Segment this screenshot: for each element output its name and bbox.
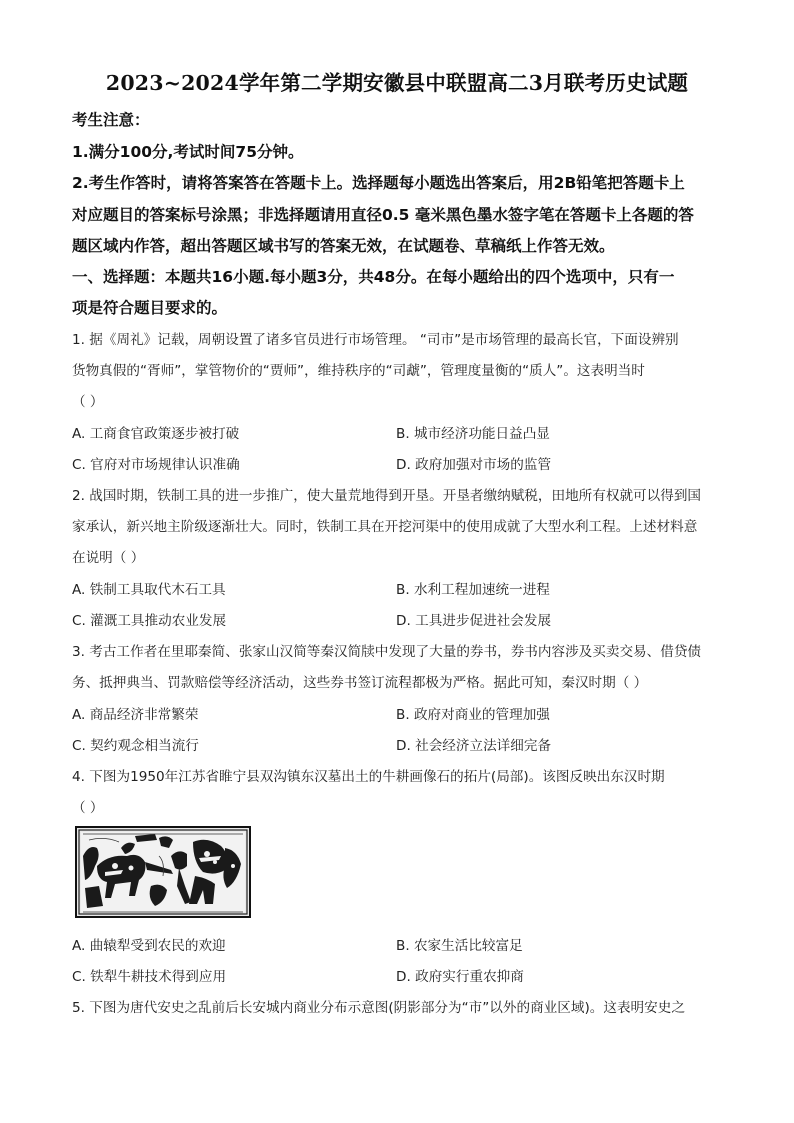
section-heading-line-1: 一、选择题：本题共16小题.每小题3分，共48分。在每小题给出的四个选项中，只有一 <box>72 268 675 286</box>
question-4-option-d[interactable]: D. 政府实行重农抑商 <box>396 969 524 985</box>
notice-item-2-line-3: 题区域内作答，超出答题区域书写的答案无效，在试题卷、草稿纸上作答无效。 <box>72 237 615 255</box>
question-5-line-1: 5. 下图为唐代安史之乱前后长安城内商业分布示意图(阴影部分为“市”以外的商业区域)。这表明安史之 <box>72 1000 685 1016</box>
notice-item-2-line-2: 对应题目的答案标号涂黑；非选择题请用直径0.5 毫米黑色墨水签字笔在答题卡上各题的答 <box>72 206 694 224</box>
question-2-option-b[interactable]: B. 水利工程加速统一进程 <box>396 582 550 598</box>
question-3-option-d[interactable]: D. 社会经济立法详细完备 <box>396 738 552 754</box>
question-2-line-3: 在说明（ ） <box>72 550 145 566</box>
question-3-line-1: 3. 考古工作者在里耶秦简、张家山汉简等秦汉简牍中发现了大量的券书，券书内容涉及买卖交易、借贷债 <box>72 644 702 660</box>
question-2-option-c[interactable]: C. 灌溉工具推动农业发展 <box>72 613 227 629</box>
question-1-line-1: 1. 据《周礼》记载，周朝设置了诸多官员进行市场管理。 “司市”是市场管理的最高长官，下面设辨别 <box>72 332 679 348</box>
question-3-line-2: 务、抵押典当、罚款赔偿等经济活动，这些券书签订流程都极为严格。据此可知，秦汉时期（ ） <box>72 675 648 691</box>
question-1-option-b[interactable]: B. 城市经济功能日益凸显 <box>396 426 550 442</box>
question-4-option-b[interactable]: B. 农家生活比较富足 <box>396 938 523 954</box>
question-3-option-b[interactable]: B. 政府对商业的管理加强 <box>396 707 550 723</box>
question-3-option-c[interactable]: C. 契约观念相当流行 <box>72 738 199 754</box>
question-3-option-a[interactable]: A. 商品经济非常繁荣 <box>72 707 199 723</box>
question-4-line-1: 4. 下图为1950年江苏省睢宁县双沟镇东汉墓出土的牛耕画像石的拓片(局部)。该图反映出东汉时期 <box>72 769 665 785</box>
notice-heading: 考生注意： <box>72 111 150 129</box>
section-heading-line-2: 项是符合题目要求的。 <box>72 299 228 317</box>
question-1-option-a[interactable]: A. 工商食官政策逐步被打破 <box>72 426 240 442</box>
page-title: 2023~2024学年第二学期安徽县中联盟高二3月联考历史试题 <box>105 71 689 95</box>
question-1-answer-blank: （ ） <box>72 394 104 410</box>
question-1-line-2: 货物真假的“胥师”，掌管物价的“贾师”，维持秩序的“司虣”，管理度量衡的“质人”。这表明当时 <box>72 363 645 379</box>
question-1-option-c[interactable]: C. 官府对市场规律认识准确 <box>72 457 240 473</box>
question-4-option-c[interactable]: C. 铁犁牛耕技术得到应用 <box>72 969 227 985</box>
question-4-option-a[interactable]: A. 曲辕犁受到农民的欢迎 <box>72 938 226 954</box>
ox-plowing-rubbing-image <box>75 826 251 918</box>
notice-item-2-line-1: 2.考生作答时，请将答案答在答题卡上。选择题每小题选出答案后，用2B铅笔把答题卡上 <box>72 174 685 192</box>
notice-item-1: 1.满分100分,考试时间75分钟。 <box>72 143 304 161</box>
question-1-option-d[interactable]: D. 政府加强对市场的监管 <box>396 457 552 473</box>
question-2-line-1: 2. 战国时期，铁制工具的进一步推广，使大量荒地得到开垦。开垦者缴纳赋税，田地所有权就可以得到国 <box>72 488 702 504</box>
question-2-line-2: 家承认，新兴地主阶级逐渐壮大。同时，铁制工具在开挖河渠中的使用成就了大型水利工程。上述材料意 <box>72 519 698 535</box>
question-2-option-d[interactable]: D. 工具进步促进社会发展 <box>396 613 552 629</box>
question-2-option-a[interactable]: A. 铁制工具取代木石工具 <box>72 582 226 598</box>
question-4-answer-blank: （ ） <box>72 800 104 816</box>
